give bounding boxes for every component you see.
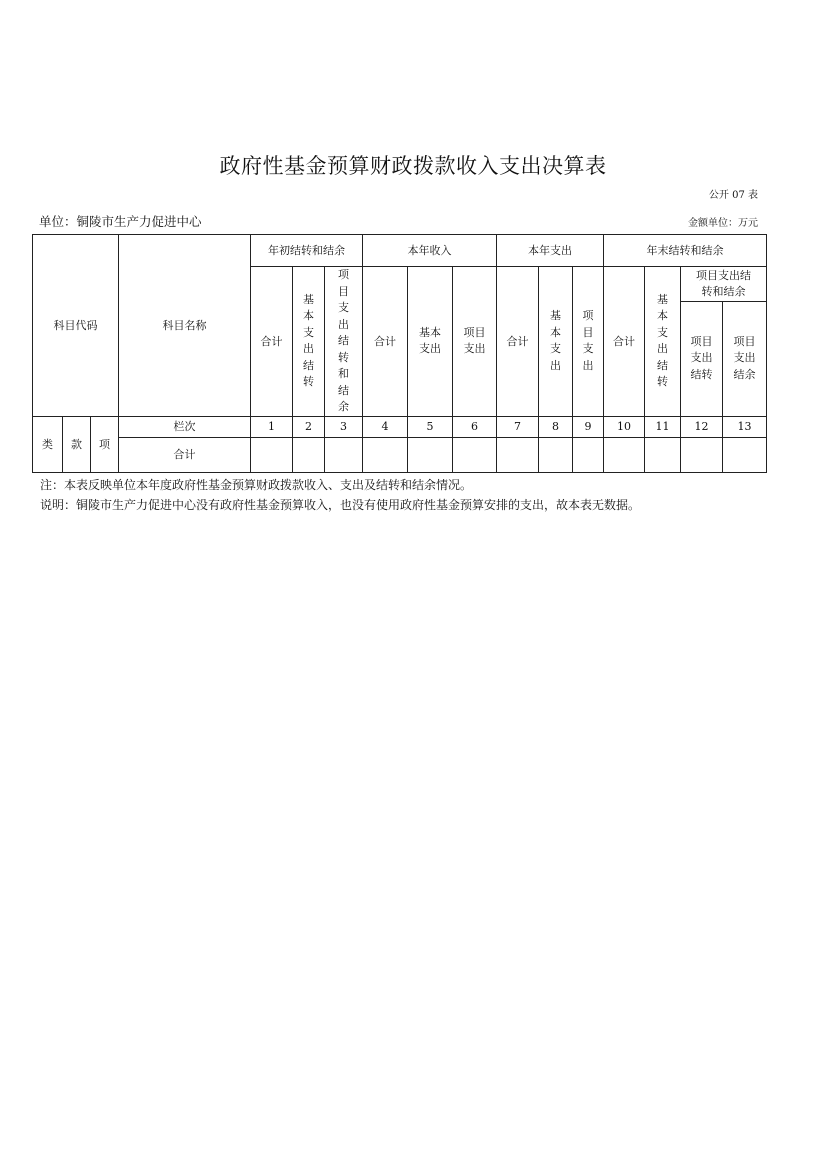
header-income-project [453,267,497,417]
column-number: 10 [604,416,645,437]
header-subject-code: 科目代码 [33,235,119,417]
table-cell [604,437,645,472]
total-row [33,437,767,472]
header-income-project-text: 项目支出 [463,325,486,356]
column-number: 8 [539,416,573,437]
table-cell [645,437,681,472]
column-number: 12 [681,416,723,437]
column-number: 5 [408,416,453,437]
header-closing-basic [645,267,681,417]
table-cell [293,437,325,472]
table-cell [681,437,723,472]
column-number-row [33,416,767,437]
table-cell [497,437,539,472]
header-subject-name: 科目名称 [119,235,251,417]
header-expense-total: 合计 [497,267,539,417]
column-number: 4 [363,416,408,437]
table-cell [325,437,363,472]
header-expense-project-text: 项目支出 [582,309,594,372]
table-cell [539,437,573,472]
table-cell [408,437,453,472]
section-label: 款 [63,416,91,472]
table-explanation: 说明：铜陵市生产力促进中心没有政府性基金预算收入，也没有使用政府性基金预算安排的支出，故本表无数据。 [40,498,641,512]
header-opening-total: 合计 [251,267,293,417]
header-expense-basic-text: 基本支出 [550,309,561,372]
header-group-income: 本年收入 [363,235,497,267]
header-group-expense: 本年支出 [497,235,604,267]
header-income-total: 合计 [363,267,408,417]
column-number: 1 [251,416,293,437]
page-title: 政府性基金预算财政拨款收入支出决算表 [219,154,607,178]
header-row-1 [33,235,767,267]
table-cell [723,437,767,472]
header-income-basic [408,267,453,417]
header-closing-total: 合计 [604,267,645,417]
header-opening-project [325,267,363,417]
item-label: 项 [91,416,119,472]
table-cell [573,437,604,472]
budget-table [32,234,767,473]
header-closing-project-carry [681,301,723,416]
table-cell [251,437,293,472]
column-number: 7 [497,416,539,437]
header-income-basic-text: 基本支出 [419,325,441,356]
column-number: 13 [723,416,767,437]
column-number: 11 [645,416,681,437]
header-expense-basic [539,267,573,417]
header-opening-basic-text: 基本支出结转 [303,292,314,389]
column-number: 3 [325,416,363,437]
class-label: 类 [33,416,63,472]
form-number: 公开 07 表 [708,190,758,201]
table-cell [363,437,408,472]
row-columns-label: 栏次 [119,416,251,437]
amount-unit-label: 金额单位：万元 [688,218,758,229]
unit-label: 单位：铜陵市生产力促进中心 [39,214,202,229]
header-closing-project-carry-text: 项目支出结转 [690,334,713,381]
table-cell [453,437,497,472]
header-opening-basic [293,267,325,417]
header-closing-project-balance-text: 项目支出结余 [733,334,756,381]
header-closing-basic-text: 基本支出结转 [657,292,668,389]
table-note: 注：本表反映单位本年度政府性基金预算财政拨款收入、支出及结转和结余情况。 [40,478,473,492]
column-number: 6 [453,416,497,437]
header-closing-project-group [681,267,767,302]
header-expense-project [573,267,604,417]
column-number: 9 [573,416,604,437]
header-group-opening: 年初结转和结余 [251,235,363,267]
header-group-closing: 年末结转和结余 [604,235,767,267]
row-total-label: 合计 [119,437,251,472]
header-closing-project-group-text: 项目支出结转和结余 [696,268,751,298]
column-number: 2 [293,416,325,437]
header-opening-project-text: 项目支出结转和结余 [338,268,349,413]
header-closing-project-balance [723,301,767,416]
